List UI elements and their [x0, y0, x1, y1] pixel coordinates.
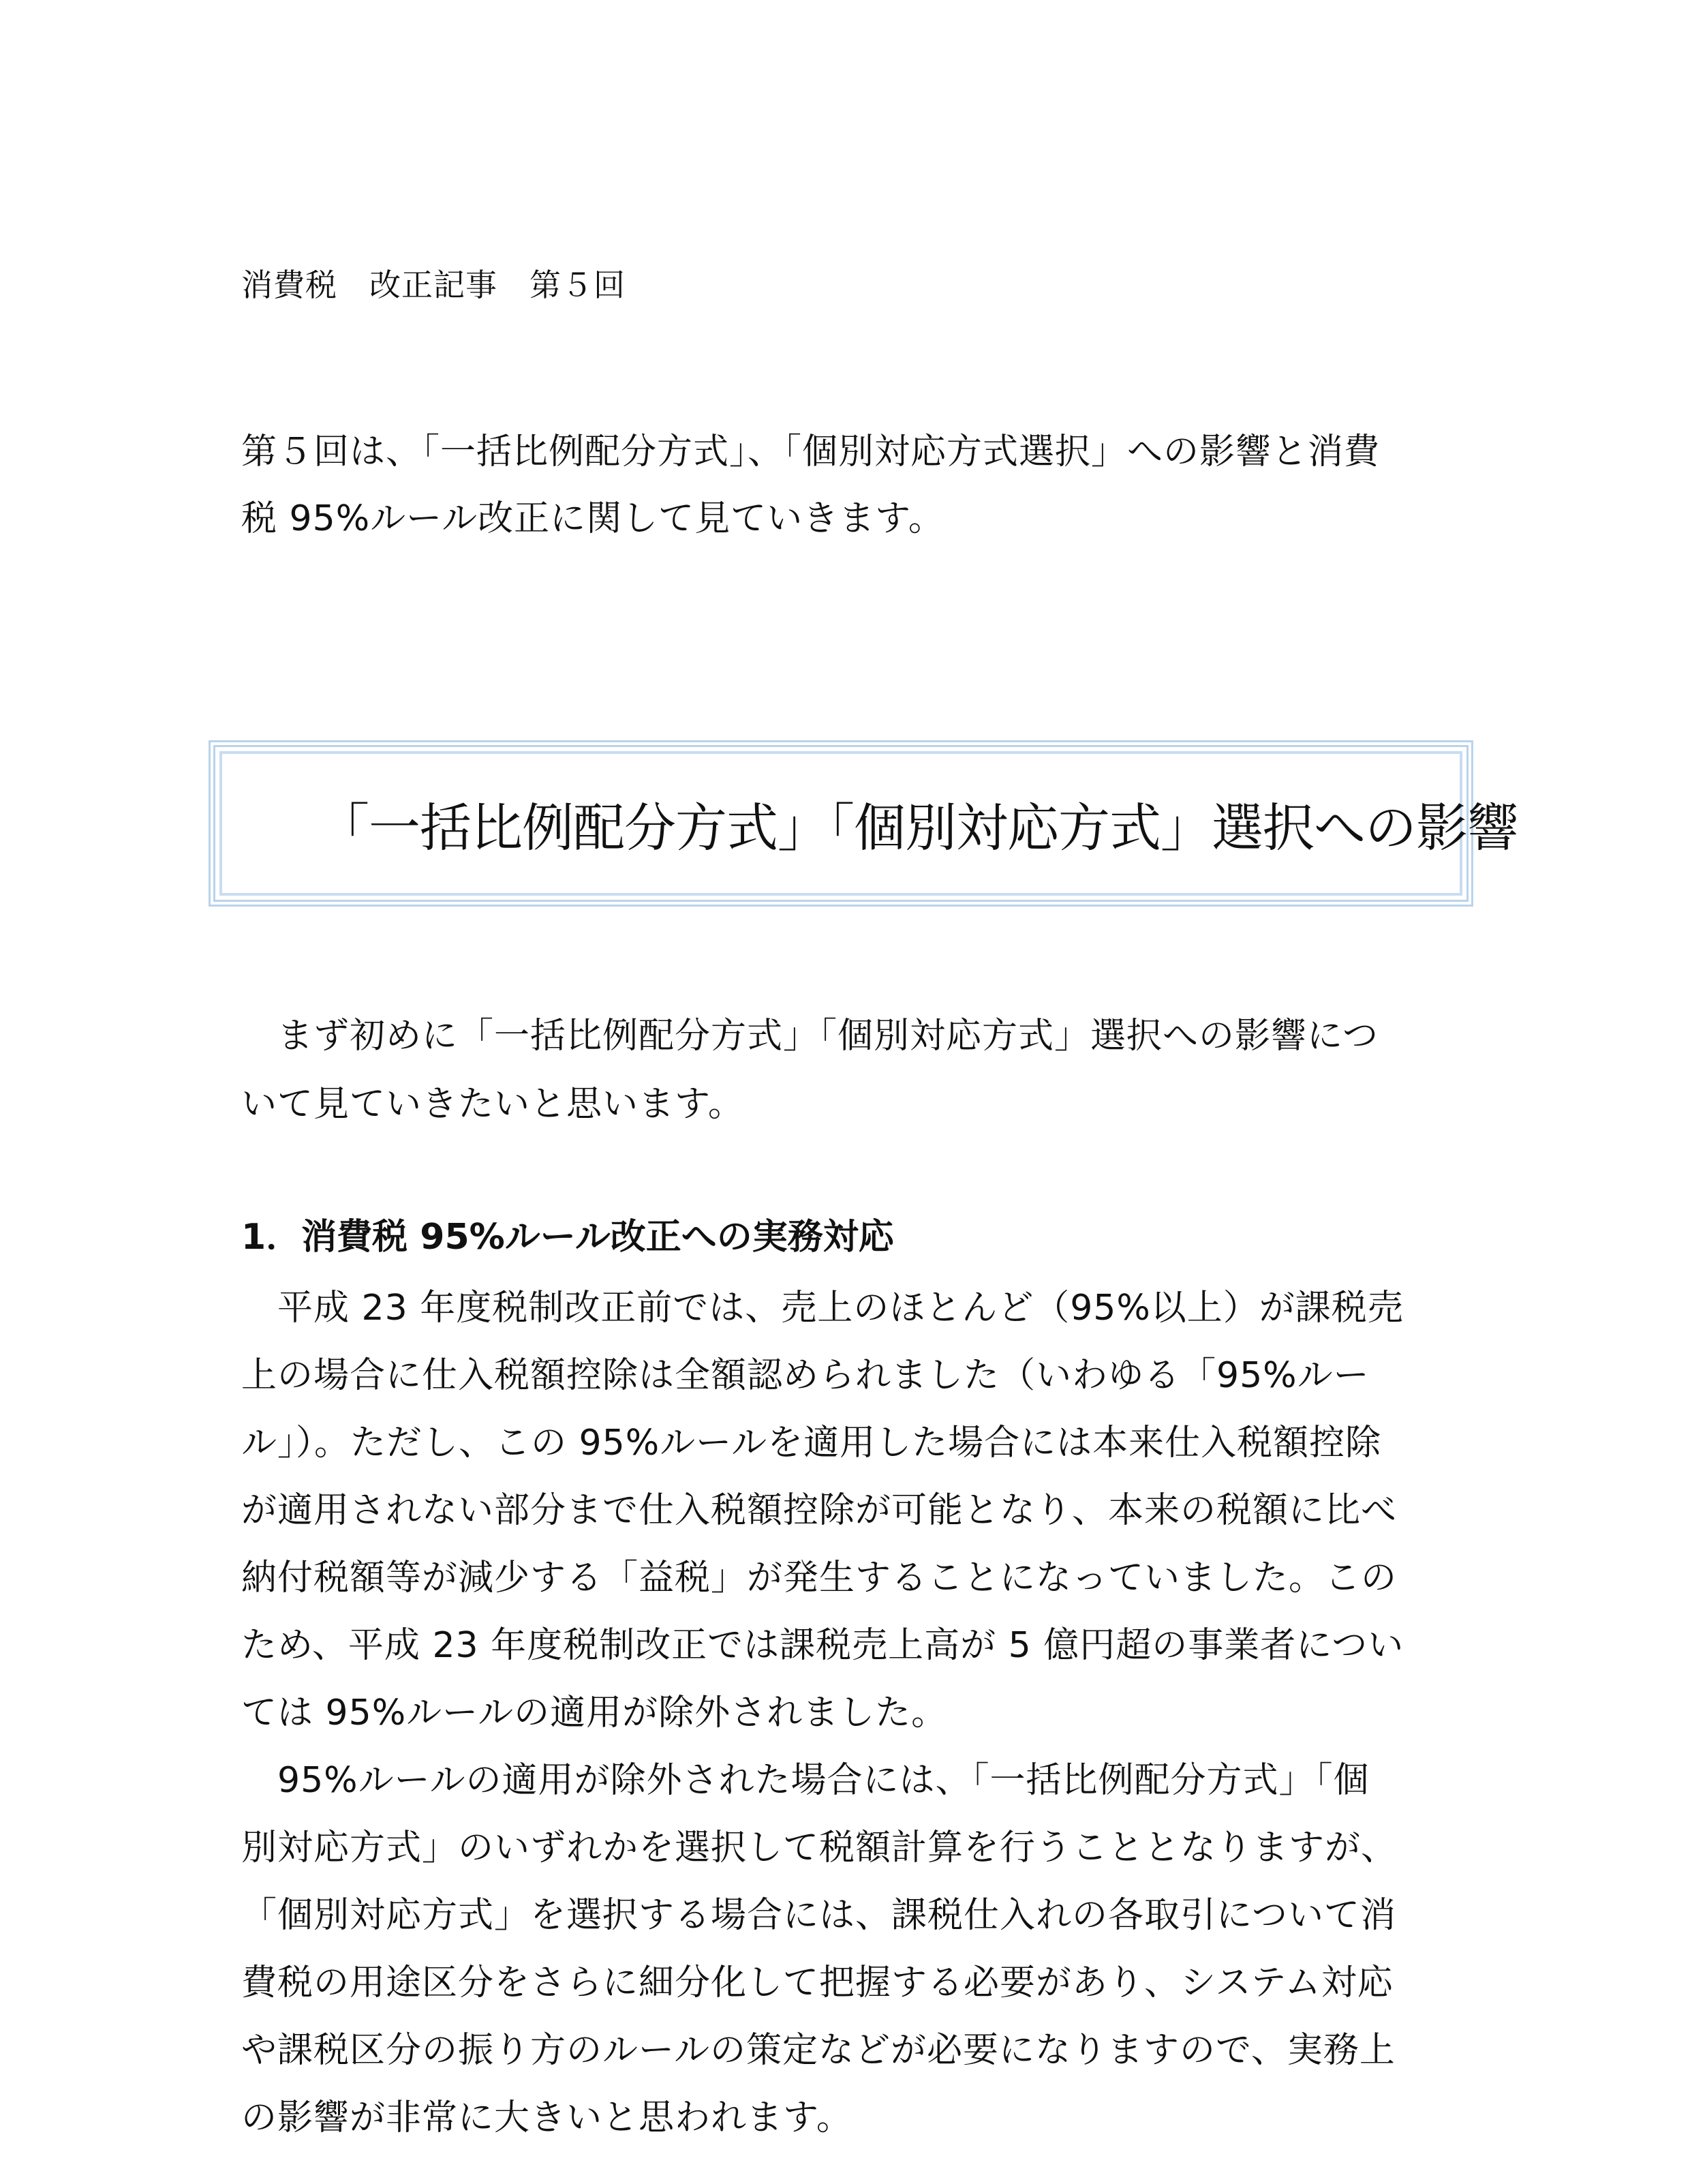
- paragraph-line: の影響が非常に大きいと思われます。: [241, 2097, 852, 2138]
- paragraph-line: まず初めに「一括比例配分方式」「個別対応方式」選択への影響につ: [241, 1016, 1379, 1057]
- paragraph-line: ル」）。ただし、この 95%ルールを適用した場合には本来仕入税額控除: [241, 1423, 1382, 1463]
- paragraph-line: 費税の用途区分をさらに細分化して把握する必要があり、システム対応: [241, 1962, 1394, 2003]
- opening-paragraph: [241, 1002, 1454, 1138]
- paragraph-line: いて見ていきたいと思います。: [241, 1084, 744, 1125]
- paragraph-line: 平成 23 年度税制改正前では、売上のほとんど（95%以上）が課税売: [241, 1288, 1404, 1329]
- section-heading: 1．消費税 95%ルール改正への実務対応: [241, 1217, 894, 1258]
- intro-line: 第５回は、「一括比例配分方式」、「個別対応方式選択」への影響と消費: [241, 431, 1381, 472]
- intro-paragraph: [241, 419, 1454, 552]
- section-title: 「一括比例配分方式」「個別対応方式」選択への影響: [318, 797, 1518, 858]
- paragraph-line: ため、平成 23 年度税制改正では課税売上高が 5 億円超の事業者につい: [241, 1625, 1404, 1666]
- paragraph-line: ては 95%ルールの適用が除外されました。: [241, 1693, 948, 1733]
- paragraph-line: が適用されない部分まで仕入税額控除が可能となり、本来の税額に比べ: [241, 1490, 1398, 1531]
- paragraph-line: 別対応方式」のいずれかを選択して税額計算を行うこととなりますが、: [241, 1827, 1398, 1868]
- paragraph-line: や課税区分の振り方のルールの策定などが必要になりますので、実務上: [241, 2030, 1396, 2071]
- paragraph-line: 「個別対応方式」を選択する場合には、課税仕入れの各取引について消: [241, 1895, 1396, 1936]
- section-body: [241, 1275, 1454, 2152]
- paragraph-line: 上の場合に仕入税額控除は全額認められました（いわゆる「95%ルー: [241, 1355, 1370, 1396]
- title-box: [209, 740, 1518, 907]
- document-header: 消費税 改正記事 第５回: [241, 267, 626, 303]
- intro-line: 税 95%ルール改正に関して見ていきます。: [241, 498, 944, 539]
- paragraph-line: 95%ルールの適用が除外された場合には、「一括比例配分方式」「個: [241, 1760, 1370, 1801]
- paragraph-line: 納付税額等が減少する「益税」が発生することになっていました。この: [241, 1558, 1398, 1598]
